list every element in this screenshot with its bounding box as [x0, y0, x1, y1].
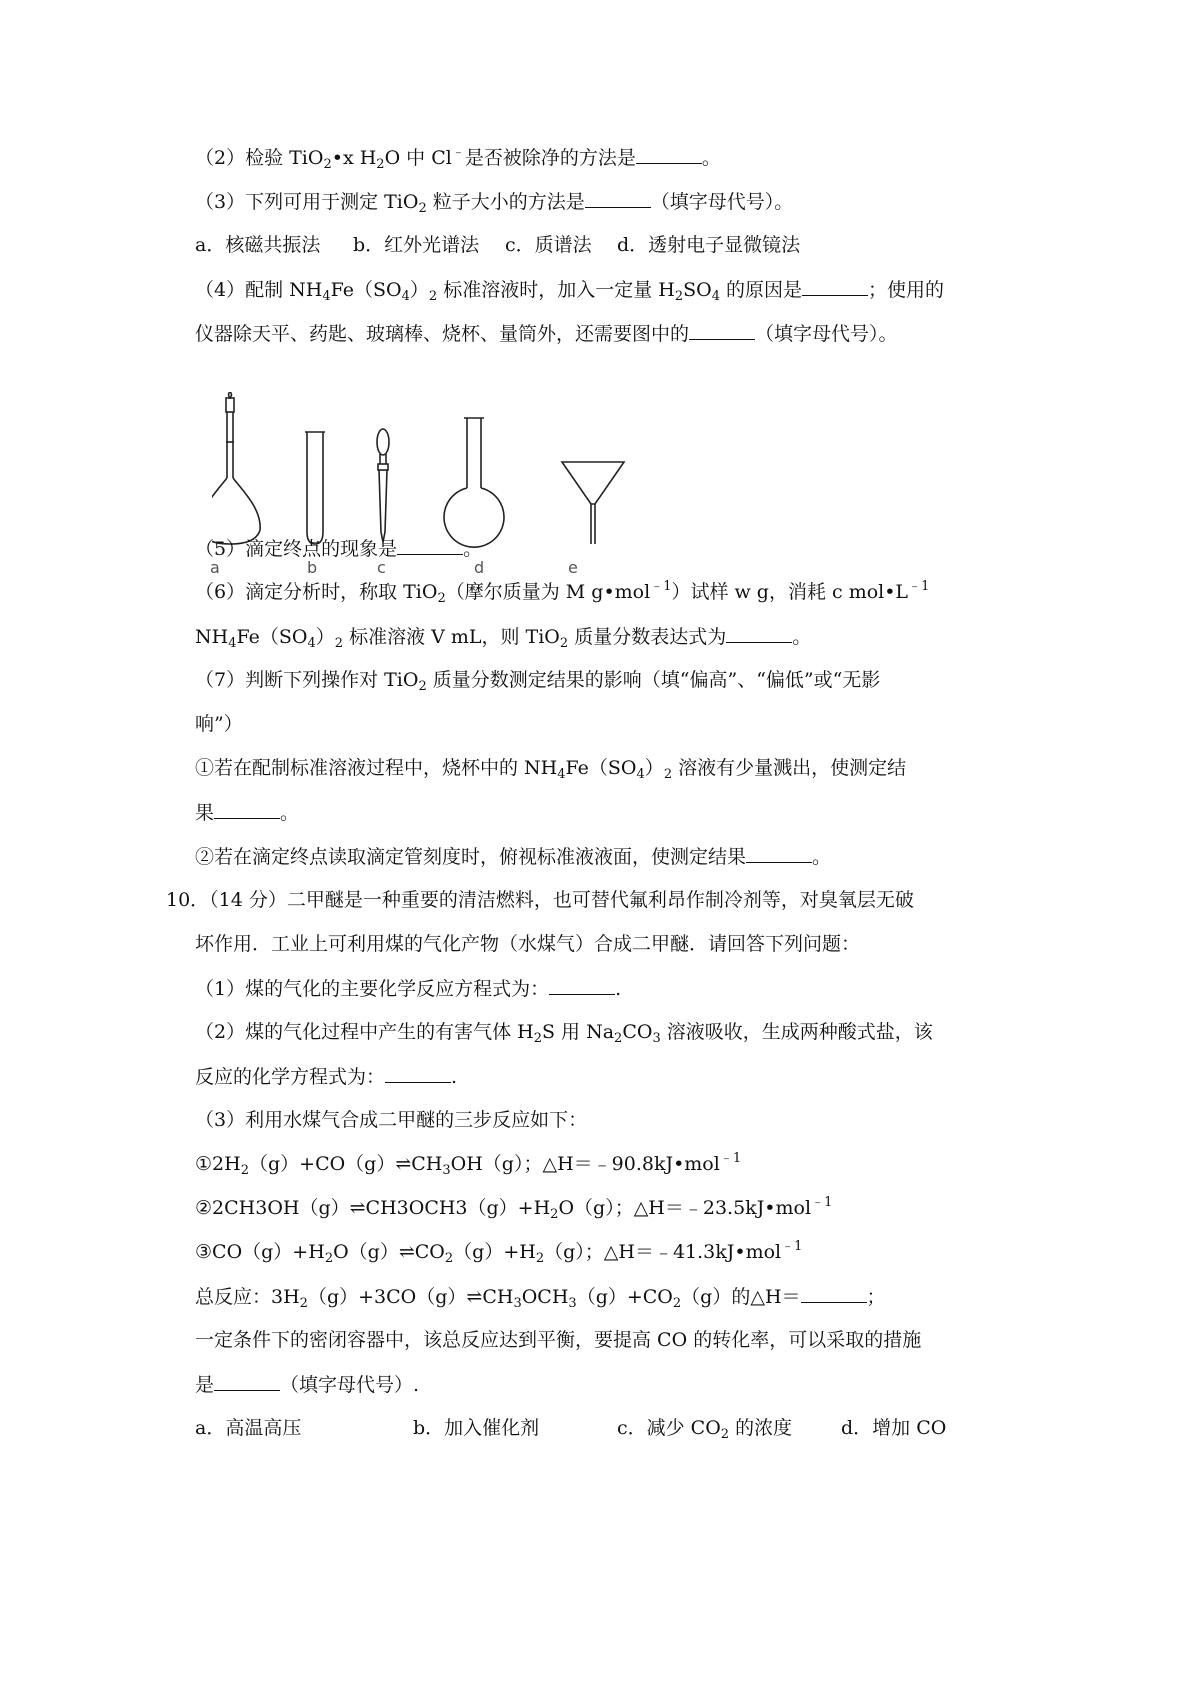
condition-line-2: 是 （填字母代号）.: [195, 1370, 419, 1399]
reaction-1: $①2H_2(g)+CO(g)\rightleftharpoons CH_3OH(g)$；△H＝﹣90.8kJ•mol$^{﹣1}$: [195, 1151, 742, 1178]
q10-part3: （3）利用水煤气合成二甲醚的三步反应如下：: [195, 1109, 588, 1131]
option-d: d．增加 CO: [841, 1417, 947, 1439]
q7-line-2: 响”）: [195, 713, 243, 735]
answer-blank: [214, 798, 280, 819]
reaction-3: $③CO(g)+H_2O(g)\rightleftharpoons CO_2(g)+H_2(g)$；△H＝﹣41.3kJ•mol$^{﹣1}$: [195, 1239, 803, 1266]
q10-options: [195, 1414, 946, 1442]
option-b: b．红外光谱法: [353, 234, 480, 256]
option-a: a．核磁共振法: [195, 234, 321, 256]
answer-blank: [801, 1282, 867, 1303]
q7-sub2-line: ②若在滴定终点读取滴定管刻度时，俯视标准液液面，使测定结果 。: [195, 842, 831, 871]
q7-sub1-line-1: ①若在配制标准溶液过程中，烧杯中的 $NH_4Fe(SO_4)_2$ 溶液有少量溅出，使测定结: [195, 757, 907, 782]
answer-blank: [689, 319, 755, 340]
option-a: a．高温高压: [195, 1417, 302, 1439]
volumetric-flask-icon: [212, 392, 260, 544]
q2-line: （2）检验 TiO$_2$•x $H_2O$ 中 Cl﹣是否被除净的方法是 。: [195, 145, 721, 172]
answer-blank: [397, 534, 463, 555]
option-c: c．质谱法: [505, 234, 592, 256]
q10-part1: （1）煤的气化的主要化学反应方程式为： .: [195, 974, 621, 1003]
figure-label-a: a: [210, 558, 220, 577]
funnel-icon: [562, 462, 624, 544]
answer-blank: [802, 275, 868, 296]
figure-label-b: b: [307, 558, 318, 577]
q10-part2-line-1: （2）煤的气化过程中产生的有害气体 $H_2S$ 用 $Na_2CO_3$ 溶液吸收，生成两种酸式盐，该: [195, 1021, 933, 1046]
q10-line-2: 坏作用．工业上可利用煤的气化产物（水煤气）合成二甲醚．请回答下列问题：: [195, 933, 861, 955]
option-c: c．减少 $CO_2$ 的浓度: [617, 1417, 793, 1442]
answer-blank: [746, 842, 812, 863]
total-reaction: 总反应：$3H_2(g)+3CO(g)\rightleftharpoons CH_3OCH_3(g)+CO_2(g)$的△H＝ ；: [195, 1282, 886, 1311]
dropper-icon: [377, 429, 389, 542]
reaction-2: $②2CH3OH(g)\rightleftharpoons CH3OCH3(g)+H_2O(g)$；△H＝﹣23.5kJ•mol$^{﹣1}$: [195, 1195, 833, 1222]
q3-line: （3）下列可用于测定 TiO$_2$ 粒子大小的方法是 （填字母代号）。: [195, 187, 793, 216]
condition-line-1: 一定条件下的密闭容器中，该总反应达到平衡，要提高 CO 的转化率，可以采取的措施: [195, 1329, 922, 1351]
figure-label-c: c: [377, 558, 386, 577]
option-b: b．加入催化剂: [413, 1417, 540, 1439]
q3-options: [195, 231, 800, 259]
option-d: d．透射电子显微镜法: [617, 234, 801, 256]
q10-part2-line-2: 反应的化学方程式为： .: [195, 1062, 457, 1091]
answer-blank: [636, 143, 702, 164]
answer-blank: [385, 1062, 451, 1083]
q5-line: （5）滴定终点的现象是 。: [195, 534, 482, 563]
round-bottom-flask-icon: [444, 418, 504, 547]
q6-line-1: （6）滴定分析时，称取 TiO$_2$（摩尔质量为 M g•mol$^{﹣1}$）试样 w g，消耗 c $mol•L^{﹣1}$: [195, 579, 930, 606]
q4-line-1: （4）配制 $NH_4Fe(SO_4)_2$ 标准溶液时，加入一定量 $H_2SO_4$ 的原因是 ；使用的: [195, 275, 944, 304]
test-tube-icon: [305, 432, 325, 544]
answer-blank: [549, 974, 615, 995]
q4-line-2: 仪器除天平、药匙、玻璃棒、烧杯、量筒外，还需要图中的 （填字母代号）。: [195, 319, 898, 348]
q6-line-2: $NH_4Fe(SO_4)_2$ 标准溶液 V mL，则 TiO$_2$ 质量分数表达式为 。: [195, 622, 811, 651]
figure-label-d: d: [474, 558, 485, 577]
q10-line-1: 10．（14 分）二甲醚是一种重要的清洁燃料，也可替代氟利昂作制冷剂等，对臭氧层无破: [166, 889, 914, 911]
q7-sub1-line-2: 果 。: [195, 798, 299, 827]
q7-line-1: （7）判断下列操作对 TiO$_2$ 质量分数测定结果的影响（填“偏高”、“偏低”或“无影: [195, 669, 881, 694]
answer-blank: [726, 622, 792, 643]
figure-label-e: e: [568, 558, 578, 577]
answer-blank: [585, 187, 651, 208]
answer-blank: [214, 1370, 280, 1391]
